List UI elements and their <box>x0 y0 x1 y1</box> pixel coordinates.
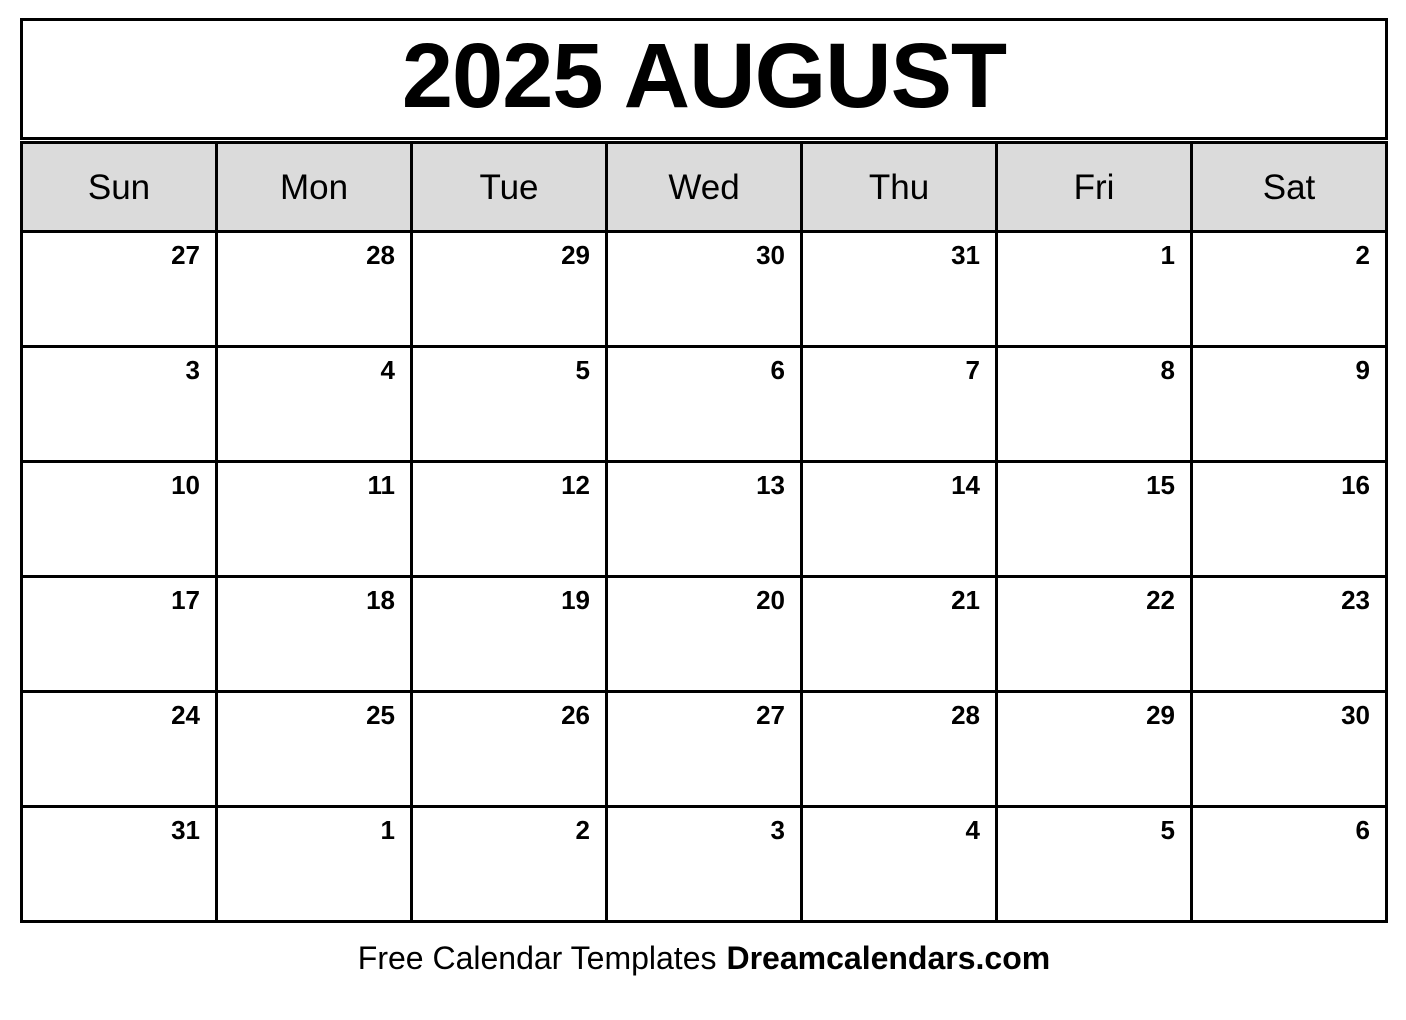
calendar <box>20 18 1388 977</box>
day-cell <box>23 233 215 345</box>
calendar-title-box <box>20 18 1388 140</box>
day-number: 13 <box>756 470 785 500</box>
day-number: 4 <box>965 815 980 845</box>
day-cell <box>1193 808 1385 920</box>
day-number: 3 <box>185 355 200 385</box>
day-number: 2 <box>1355 240 1370 270</box>
day-cell <box>413 463 605 575</box>
day-cell <box>998 578 1190 690</box>
calendar-title: 2025 AUGUST <box>401 25 1007 127</box>
day-cell <box>23 348 215 460</box>
day-number: 24 <box>171 700 200 730</box>
day-cell <box>218 348 410 460</box>
weekday-header-wed: Wed <box>608 144 800 230</box>
day-number: 27 <box>171 240 200 270</box>
day-number: 23 <box>1341 585 1370 615</box>
day-cell <box>803 233 995 345</box>
day-cell <box>803 808 995 920</box>
day-number: 2 <box>575 815 590 845</box>
weekday-header-sat: Sat <box>1193 144 1385 230</box>
day-number: 18 <box>366 585 395 615</box>
day-cell <box>608 463 800 575</box>
day-cell <box>608 578 800 690</box>
day-cell <box>218 693 410 805</box>
day-number: 22 <box>1146 585 1175 615</box>
day-cell <box>1193 348 1385 460</box>
day-number: 20 <box>756 585 785 615</box>
day-number: 1 <box>1160 240 1175 270</box>
day-cell <box>23 463 215 575</box>
day-number: 31 <box>951 240 980 270</box>
day-cell <box>23 693 215 805</box>
day-number: 27 <box>756 700 785 730</box>
day-cell <box>608 808 800 920</box>
day-number: 12 <box>561 470 590 500</box>
day-cell <box>803 693 995 805</box>
day-cell <box>998 233 1190 345</box>
day-cell <box>413 348 605 460</box>
day-cell <box>1193 463 1385 575</box>
day-number: 30 <box>756 240 785 270</box>
day-cell <box>1193 578 1385 690</box>
day-number: 14 <box>951 470 980 500</box>
weekday-header-fri: Fri <box>998 144 1190 230</box>
weekday-header-thu: Thu <box>803 144 995 230</box>
day-number: 6 <box>770 355 785 385</box>
day-number: 16 <box>1341 470 1370 500</box>
day-number: 29 <box>561 240 590 270</box>
day-cell <box>413 693 605 805</box>
day-number: 5 <box>1160 815 1175 845</box>
day-number: 9 <box>1355 355 1370 385</box>
day-number: 4 <box>380 355 395 385</box>
weekday-header-sun: Sun <box>23 144 215 230</box>
day-number: 31 <box>171 815 200 845</box>
day-number: 6 <box>1355 815 1370 845</box>
day-cell <box>218 463 410 575</box>
day-cell <box>803 348 995 460</box>
day-number: 5 <box>575 355 590 385</box>
day-cell <box>998 463 1190 575</box>
day-cell <box>23 578 215 690</box>
day-cell <box>413 233 605 345</box>
day-cell <box>218 233 410 345</box>
day-cell <box>1193 693 1385 805</box>
day-cell <box>803 578 995 690</box>
day-number: 8 <box>1160 355 1175 385</box>
weekday-header-tue: Tue <box>413 144 605 230</box>
day-cell <box>1193 233 1385 345</box>
calendar-grid <box>20 141 1388 923</box>
day-number: 29 <box>1146 700 1175 730</box>
day-cell <box>218 578 410 690</box>
day-number: 11 <box>367 470 395 500</box>
day-cell <box>998 808 1190 920</box>
day-number: 7 <box>965 355 980 385</box>
day-number: 28 <box>366 240 395 270</box>
day-cell <box>218 808 410 920</box>
footer <box>20 940 1388 977</box>
weekday-header-mon: Mon <box>218 144 410 230</box>
day-number: 28 <box>951 700 980 730</box>
day-number: 10 <box>171 470 200 500</box>
day-cell <box>998 693 1190 805</box>
day-number: 25 <box>366 700 395 730</box>
footer-brand: Dreamcalendars.com <box>726 940 1051 976</box>
day-number: 15 <box>1146 470 1175 500</box>
day-cell <box>803 463 995 575</box>
day-cell <box>608 348 800 460</box>
day-cell <box>23 808 215 920</box>
day-number: 26 <box>561 700 590 730</box>
day-number: 3 <box>770 815 785 845</box>
day-number: 21 <box>951 585 980 615</box>
day-number: 19 <box>561 585 590 615</box>
day-cell <box>413 808 605 920</box>
day-cell <box>998 348 1190 460</box>
day-number: 17 <box>171 585 200 615</box>
day-number: 30 <box>1341 700 1370 730</box>
day-cell <box>608 233 800 345</box>
day-cell <box>413 578 605 690</box>
footer-text: Free Calendar Templates <box>357 940 717 976</box>
day-cell <box>608 693 800 805</box>
day-number: 1 <box>380 815 395 845</box>
